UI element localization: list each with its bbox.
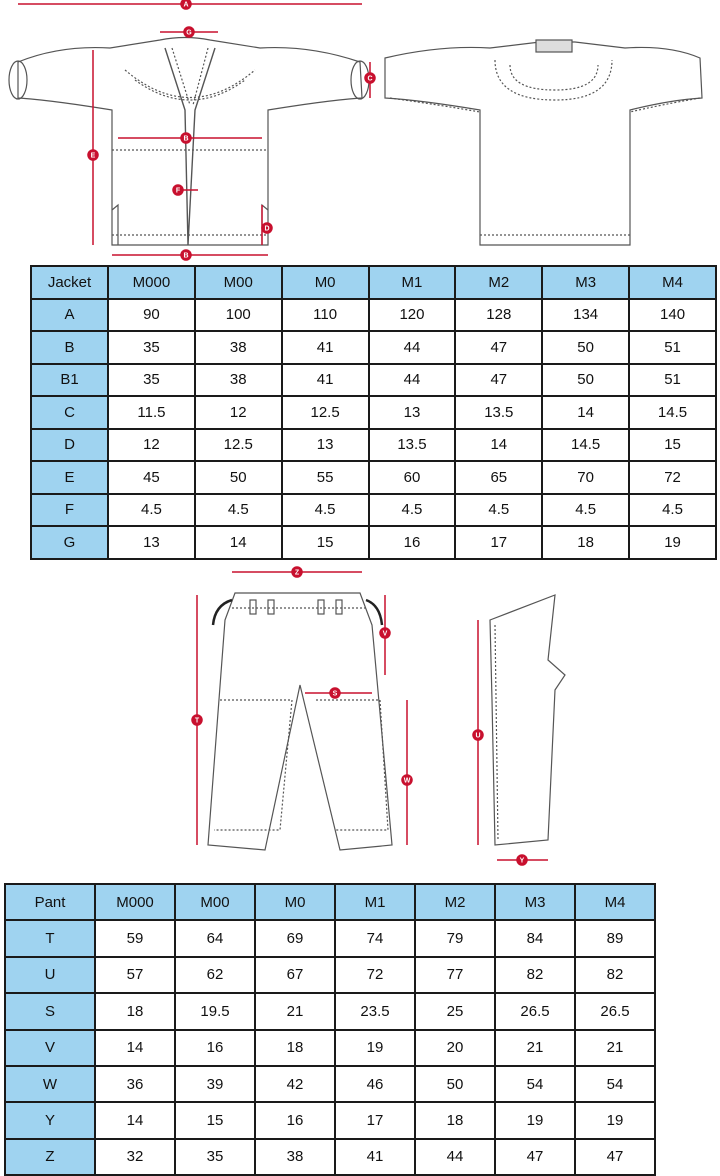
pant-front-right-drawstring <box>366 600 382 625</box>
marker-w-label: W <box>403 777 411 785</box>
pant-side-outline <box>490 595 565 845</box>
pant-side-seam <box>495 625 498 840</box>
table-cell: 89 <box>575 920 655 956</box>
table-cell: 90 <box>108 299 195 332</box>
marker-u-label: U <box>475 732 481 740</box>
table-cell: 47 <box>455 331 542 364</box>
table-cell: 14 <box>195 526 282 559</box>
table-cell: 14 <box>455 429 542 462</box>
marker-z-label: Z <box>294 569 300 577</box>
table-cell: 13.5 <box>369 429 456 462</box>
table-cell: 82 <box>575 957 655 993</box>
table-cell: 23.5 <box>335 993 415 1029</box>
table-row <box>31 364 716 397</box>
jacket-header-m4: M4 <box>629 266 716 299</box>
table-cell: 21 <box>495 1030 575 1066</box>
table-cell: 16 <box>175 1030 255 1066</box>
table-cell: 4.5 <box>108 494 195 527</box>
table-cell: 140 <box>629 299 716 332</box>
row-label: B1 <box>31 364 108 397</box>
marker-e-label: E <box>90 152 96 160</box>
jacket-back-yoke-inner <box>510 65 598 90</box>
row-label: F <box>31 494 108 527</box>
table-cell: 14 <box>95 1102 175 1138</box>
table-cell: 69 <box>255 920 335 956</box>
table-cell: 17 <box>455 526 542 559</box>
table-cell: 19 <box>335 1030 415 1066</box>
table-cell: 13 <box>108 526 195 559</box>
table-row <box>31 526 716 559</box>
table-cell: 26.5 <box>495 993 575 1029</box>
table-cell: 128 <box>455 299 542 332</box>
pant-size-table <box>4 883 656 1176</box>
table-cell: 84 <box>495 920 575 956</box>
table-row <box>31 331 716 364</box>
table-cell: 47 <box>455 364 542 397</box>
table-cell: 19 <box>575 1102 655 1138</box>
marker-v-label: V <box>382 630 388 638</box>
table-cell: 12 <box>108 429 195 462</box>
table-cell: 64 <box>175 920 255 956</box>
jacket-header-m0: M0 <box>282 266 369 299</box>
jacket-back-yoke <box>495 60 612 100</box>
table-cell: 14.5 <box>629 396 716 429</box>
table-row <box>31 461 716 494</box>
marker-d-label: D <box>264 225 270 233</box>
table-cell: 70 <box>542 461 629 494</box>
table-cell: 4.5 <box>369 494 456 527</box>
table-cell: 19 <box>629 526 716 559</box>
table-cell: 50 <box>195 461 282 494</box>
marker-a-label: A <box>183 1 189 9</box>
table-cell: 110 <box>282 299 369 332</box>
pant-header-m00: M00 <box>175 884 255 920</box>
table-cell: 60 <box>369 461 456 494</box>
pant-header-m3: M3 <box>495 884 575 920</box>
pant-diagram <box>0 560 720 880</box>
table-cell: 47 <box>575 1139 655 1175</box>
row-label: B <box>31 331 108 364</box>
table-row <box>5 1030 655 1066</box>
table-cell: 38 <box>255 1139 335 1175</box>
table-cell: 32 <box>95 1139 175 1175</box>
row-label: U <box>5 957 95 993</box>
table-cell: 35 <box>108 331 195 364</box>
table-cell: 50 <box>415 1066 495 1102</box>
table-cell: 21 <box>575 1030 655 1066</box>
table-row <box>5 1066 655 1102</box>
marker-g-label: G <box>186 29 192 37</box>
table-cell: 38 <box>195 364 282 397</box>
table-cell: 12.5 <box>195 429 282 462</box>
marker-y-label: Y <box>519 857 525 865</box>
pant-header-label: Pant <box>5 884 95 920</box>
table-row <box>31 299 716 332</box>
table-cell: 46 <box>335 1066 415 1102</box>
table-cell: 62 <box>175 957 255 993</box>
table-cell: 14 <box>95 1030 175 1066</box>
jacket-header-label: Jacket <box>31 266 108 299</box>
marker-s-label: S <box>332 690 338 698</box>
row-label: T <box>5 920 95 956</box>
jacket-diagram <box>0 0 720 262</box>
table-cell: 55 <box>282 461 369 494</box>
jacket-header-m000: M000 <box>108 266 195 299</box>
table-cell: 4.5 <box>282 494 369 527</box>
jacket-front-collar <box>165 48 215 245</box>
table-cell: 38 <box>195 331 282 364</box>
jacket-table-header-row <box>31 266 716 299</box>
table-cell: 54 <box>495 1066 575 1102</box>
table-cell: 4.5 <box>455 494 542 527</box>
pant-table-header-row <box>5 884 655 920</box>
table-cell: 54 <box>575 1066 655 1102</box>
marker-b1-label: B <box>183 252 189 260</box>
table-row <box>31 396 716 429</box>
table-cell: 18 <box>542 526 629 559</box>
jacket-front-stitch-1 <box>125 70 255 98</box>
jacket-back-sleeve-seam-right <box>630 98 700 112</box>
table-cell: 72 <box>335 957 415 993</box>
table-cell: 79 <box>415 920 495 956</box>
table-cell: 51 <box>629 364 716 397</box>
table-cell: 13.5 <box>455 396 542 429</box>
table-cell: 15 <box>629 429 716 462</box>
row-label: D <box>31 429 108 462</box>
row-label: Z <box>5 1139 95 1175</box>
jacket-table-body <box>31 299 716 559</box>
table-cell: 12 <box>195 396 282 429</box>
table-cell: 20 <box>415 1030 495 1066</box>
pant-header-m2: M2 <box>415 884 495 920</box>
table-cell: 51 <box>629 331 716 364</box>
table-cell: 47 <box>495 1139 575 1175</box>
jacket-header-m2: M2 <box>455 266 542 299</box>
jacket-front-stitch-2 <box>135 80 245 100</box>
table-cell: 100 <box>195 299 282 332</box>
table-cell: 16 <box>255 1102 335 1138</box>
row-label: Y <box>5 1102 95 1138</box>
table-cell: 44 <box>415 1139 495 1175</box>
jacket-size-table <box>30 265 717 560</box>
table-cell: 12.5 <box>282 396 369 429</box>
jacket-front-left-slit <box>112 205 118 245</box>
row-label: S <box>5 993 95 1029</box>
pant-front-loop-1 <box>250 600 256 614</box>
row-label: G <box>31 526 108 559</box>
jacket-header-m3: M3 <box>542 266 629 299</box>
pant-header-m0: M0 <box>255 884 335 920</box>
table-cell: 18 <box>255 1030 335 1066</box>
table-row <box>5 993 655 1029</box>
table-cell: 45 <box>108 461 195 494</box>
table-cell: 77 <box>415 957 495 993</box>
table-cell: 16 <box>369 526 456 559</box>
pant-front-knee-patch-right <box>316 700 388 830</box>
table-cell: 13 <box>282 429 369 462</box>
table-cell: 35 <box>175 1139 255 1175</box>
table-cell: 15 <box>282 526 369 559</box>
table-cell: 11.5 <box>108 396 195 429</box>
table-cell: 42 <box>255 1066 335 1102</box>
table-cell: 4.5 <box>542 494 629 527</box>
jacket-header-m1: M1 <box>369 266 456 299</box>
pant-table-body <box>5 920 655 1175</box>
row-label: A <box>31 299 108 332</box>
table-row <box>5 1139 655 1175</box>
pant-front-loop-2 <box>268 600 274 614</box>
table-cell: 41 <box>282 364 369 397</box>
pant-header-m4: M4 <box>575 884 655 920</box>
marker-f-label: F <box>175 187 181 195</box>
table-row <box>5 957 655 993</box>
table-cell: 120 <box>369 299 456 332</box>
table-row <box>5 1102 655 1138</box>
table-cell: 39 <box>175 1066 255 1102</box>
table-cell: 35 <box>108 364 195 397</box>
table-cell: 26.5 <box>575 993 655 1029</box>
pant-front-loop-4 <box>336 600 342 614</box>
table-cell: 25 <box>415 993 495 1029</box>
table-cell: 4.5 <box>195 494 282 527</box>
table-cell: 67 <box>255 957 335 993</box>
row-label: C <box>31 396 108 429</box>
table-cell: 4.5 <box>629 494 716 527</box>
table-cell: 134 <box>542 299 629 332</box>
pant-front-knee-patch-left <box>214 700 292 830</box>
table-cell: 15 <box>175 1102 255 1138</box>
pant-front-loop-3 <box>318 600 324 614</box>
jacket-back-outline <box>385 42 702 245</box>
table-cell: 44 <box>369 364 456 397</box>
table-row <box>5 920 655 956</box>
marker-c-label: C <box>367 75 373 83</box>
table-cell: 13 <box>369 396 456 429</box>
table-cell: 18 <box>95 993 175 1029</box>
table-cell: 14.5 <box>542 429 629 462</box>
table-cell: 14 <box>542 396 629 429</box>
marker-t-label: T <box>194 717 200 725</box>
table-cell: 72 <box>629 461 716 494</box>
table-cell: 50 <box>542 364 629 397</box>
marker-b-label: B <box>183 135 189 143</box>
pant-header-m1: M1 <box>335 884 415 920</box>
row-label: W <box>5 1066 95 1102</box>
jacket-back-collar <box>536 40 572 52</box>
table-cell: 21 <box>255 993 335 1029</box>
table-cell: 74 <box>335 920 415 956</box>
table-cell: 82 <box>495 957 575 993</box>
table-cell: 50 <box>542 331 629 364</box>
table-cell: 18 <box>415 1102 495 1138</box>
row-label: E <box>31 461 108 494</box>
pant-header-m000: M000 <box>95 884 175 920</box>
table-cell: 44 <box>369 331 456 364</box>
table-cell: 19 <box>495 1102 575 1138</box>
jacket-header-m00: M00 <box>195 266 282 299</box>
jacket-back-sleeve-seam-left <box>390 98 480 112</box>
table-cell: 41 <box>282 331 369 364</box>
row-label: V <box>5 1030 95 1066</box>
table-cell: 57 <box>95 957 175 993</box>
pant-front-left-drawstring <box>213 600 232 625</box>
table-cell: 17 <box>335 1102 415 1138</box>
pant-front-outline <box>208 593 392 850</box>
table-cell: 65 <box>455 461 542 494</box>
table-cell: 19.5 <box>175 993 255 1029</box>
table-cell: 59 <box>95 920 175 956</box>
table-cell: 41 <box>335 1139 415 1175</box>
table-row <box>31 494 716 527</box>
table-row <box>31 429 716 462</box>
table-cell: 36 <box>95 1066 175 1102</box>
